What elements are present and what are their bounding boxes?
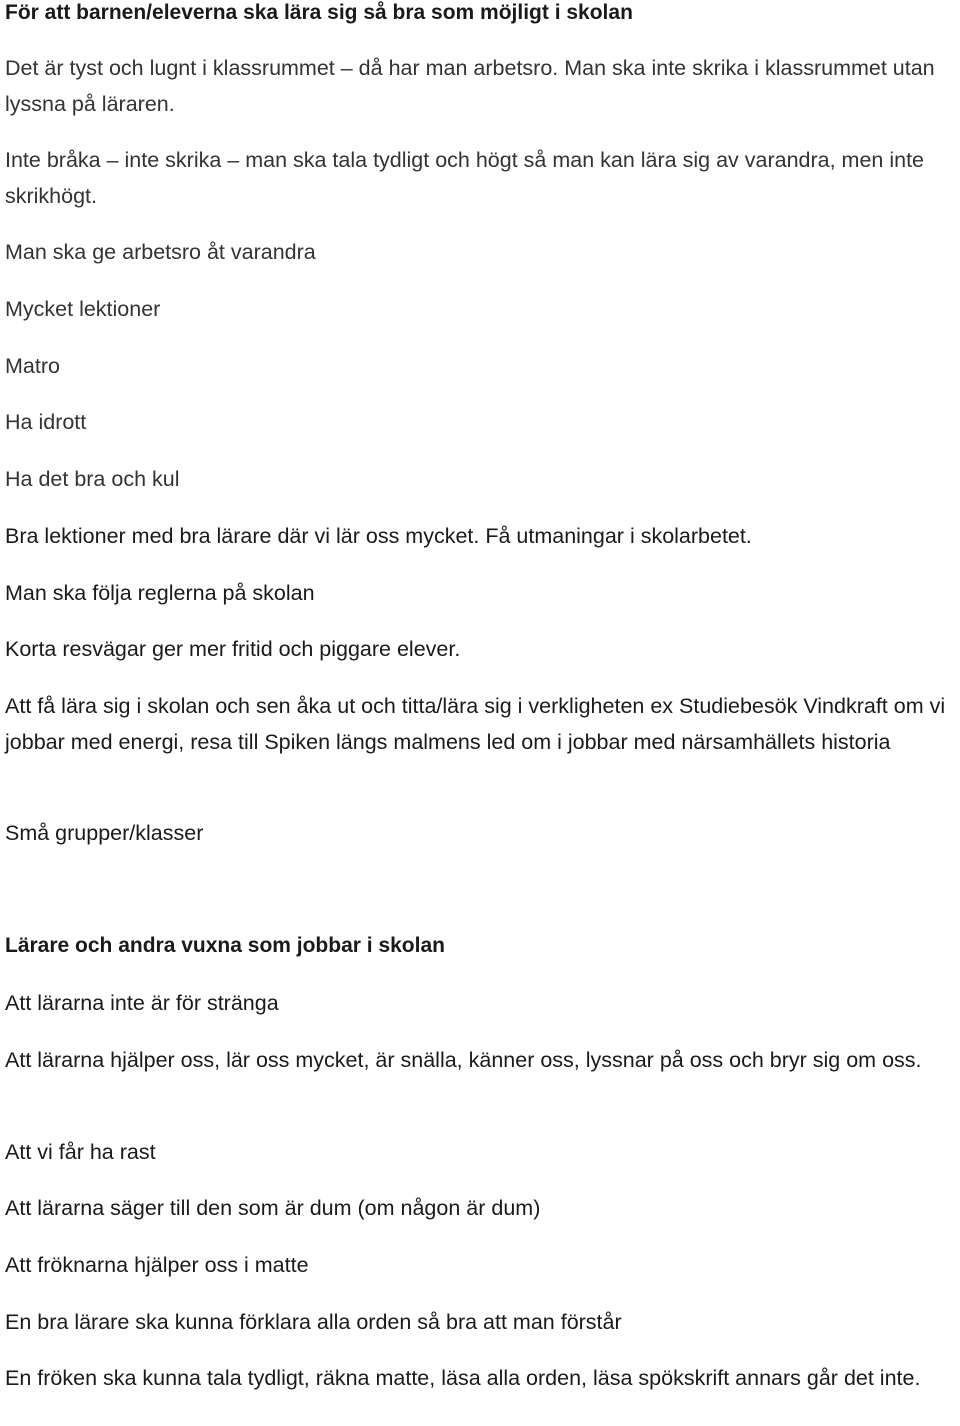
section1-paragraph-3: Man ska ge arbetsro åt varandra xyxy=(5,240,316,264)
section1-paragraph-6: Ha idrott xyxy=(5,410,87,434)
section2-paragraph-6: En bra lärare ska kunna förklara alla orden så bra att man förstår xyxy=(5,1310,622,1334)
section1-paragraph-7: Ha det bra och kul xyxy=(5,467,180,491)
section2-paragraph-2: Att lärarna hjälper oss, lär oss mycket, är snälla, känner oss, lyssnar på oss och bryr sig om oss. xyxy=(5,1048,922,1072)
section1-paragraph-11: Att få lära sig i skolan och sen åka ut och titta/lära sig i verkligheten ex Studiebesök Vindkraft om vi jobbar med energi, resa till Spiken längs malmens led om i jobbar med närsamhällets historia xyxy=(5,694,946,754)
section1-paragraph-8: Bra lektioner med bra lärare där vi lär oss mycket. Få utmaningar i skolarbetet. xyxy=(5,524,752,548)
section1-paragraph-5: Matro xyxy=(5,354,60,378)
section1-paragraph-1: Det är tyst och lugnt i klassrummet – då har man arbetsro. Man ska inte skrika i klassrummet utan lyssna på läraren. xyxy=(5,56,935,116)
section1-heading: För att barnen/eleverna ska lära sig så bra som möjligt i skolan xyxy=(5,1,633,24)
section2-paragraph-3: Att vi får ha rast xyxy=(5,1140,156,1164)
section2-paragraph-7: En fröken ska kunna tala tydligt, räkna matte, läsa alla orden, läsa spökskrift annars går det inte. xyxy=(5,1366,921,1390)
section2-paragraph-4: Att lärarna säger till den som är dum (om någon är dum) xyxy=(5,1196,541,1220)
section2-paragraph-5: Att fröknarna hjälper oss i matte xyxy=(5,1253,309,1277)
section1-paragraph-4: Mycket lektioner xyxy=(5,297,161,321)
section2-paragraph-1: Att lärarna inte är för stränga xyxy=(5,991,279,1015)
section1-paragraph-2: Inte bråka – inte skrika – man ska tala tydligt och högt så man kan lära sig av varandra, men inte skrikhögt. xyxy=(5,148,925,208)
section2-heading: Lärare och andra vuxna som jobbar i skolan xyxy=(5,934,445,957)
section1-paragraph-12: Små grupper/klasser xyxy=(5,821,204,845)
section1-paragraph-10: Korta resvägar ger mer fritid och piggare elever. xyxy=(5,637,461,661)
section1-paragraph-9: Man ska följa reglerna på skolan xyxy=(5,581,315,605)
